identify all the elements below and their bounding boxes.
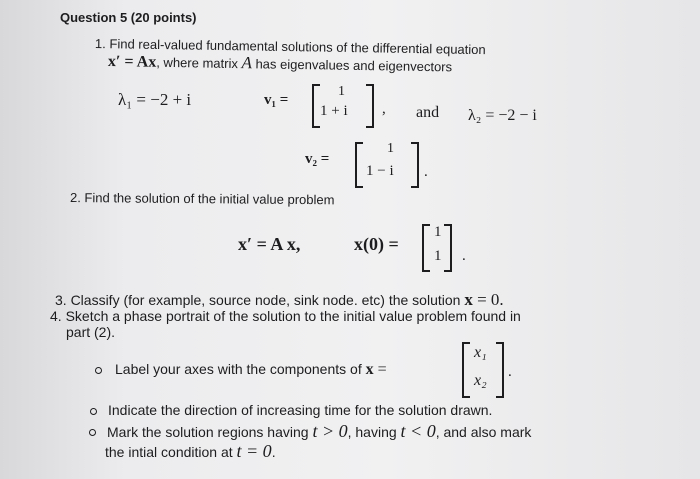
- t-positive: t > 0: [312, 421, 348, 441]
- lambda1: λ₁ = −2 + i: [118, 90, 192, 109]
- bullet-3-end: , and also mark: [435, 424, 532, 440]
- xvec-top: x₁: [474, 344, 487, 361]
- v1-top: 1: [338, 84, 345, 99]
- v1-comma: ,: [382, 101, 386, 117]
- v2-bottom: 1 − i: [366, 163, 394, 179]
- item3-x: x: [464, 290, 473, 309]
- xvec-bottom: x₂: [474, 372, 487, 389]
- bullet-3-line2-end: .: [271, 444, 276, 460]
- bullet-2-text: Indicate the direction of increasing time for the solution drawn.: [108, 402, 493, 418]
- ivp-ode: [238, 234, 300, 255]
- ode-expression: x′ = Ax: [107, 53, 157, 71]
- item1-text-d: has eigenvalues and eigenvectors: [251, 56, 453, 75]
- item3-text: [55, 290, 504, 310]
- item1-text-b: , where matrix: [156, 54, 242, 72]
- v2-period: .: [424, 164, 428, 180]
- item3-post: = 0.: [472, 290, 504, 309]
- bullet-3-line2: [105, 441, 276, 462]
- ic-period: .: [462, 248, 466, 264]
- bullet-3-mid: , having: [347, 424, 401, 440]
- lambda2: λ₂ = −2 − i: [468, 107, 537, 124]
- bullet-2-icon: [90, 408, 97, 415]
- xvec-left-bracket: [462, 342, 470, 398]
- ic-left-bracket: [422, 224, 430, 272]
- bullet-3-icon: [89, 429, 96, 436]
- item4-line2: part (2).: [66, 324, 116, 340]
- t-zero: t = 0: [236, 441, 272, 461]
- bullet-3-line2-pre: the intial condition at: [105, 444, 237, 460]
- v1-left-bracket: [312, 84, 320, 128]
- ic-right-bracket: [444, 224, 452, 272]
- bullet-1-pre: Label your axes with the components of: [115, 361, 366, 377]
- v2-left-bracket: [355, 142, 363, 188]
- bullet-1-text: [115, 361, 387, 379]
- item1-line2: [108, 51, 452, 76]
- v1-right-bracket: [366, 84, 374, 128]
- ivp-ode-text: x′ = A x,: [238, 234, 301, 254]
- bullet-1-x: x: [365, 361, 374, 378]
- ic-top: 1: [434, 224, 442, 240]
- bullet-1-eq: =: [377, 361, 387, 378]
- v2-label: v₂ =: [305, 151, 330, 167]
- v1-bottom: 1 + i: [320, 103, 348, 119]
- bullet-3-line1: [107, 421, 531, 442]
- bullet-3-pre: Mark the solution regions having: [107, 424, 313, 440]
- item2-text: 2. Find the solution of the initial value problem: [69, 190, 335, 208]
- matrix-a: A: [241, 53, 253, 73]
- item1-line1: 1. Find real-valued fundamental solutions of the differential equation: [94, 36, 486, 58]
- xvec-right-bracket: [496, 342, 504, 398]
- v2-top: 1: [387, 141, 394, 156]
- item4-line1: 4. Sketch a phase portrait of the solution to the initial value problem found in: [50, 308, 521, 324]
- and-word: and: [416, 104, 440, 121]
- item3-pre: 3. Classify (for example, source node, sink node. etc) the solution: [55, 292, 465, 308]
- t-negative: t < 0: [400, 421, 436, 441]
- xvec-period: .: [508, 364, 512, 380]
- bullet-1-icon: [95, 367, 102, 374]
- ivp-initial-label: [354, 234, 399, 255]
- ic-bottom: 1: [434, 248, 442, 264]
- question-title: Question 5 (20 points): [60, 10, 197, 25]
- ivp-ic-text: x(0) =: [354, 234, 399, 254]
- v2-right-bracket: [411, 142, 419, 188]
- v1-label: v₁ =: [264, 92, 289, 108]
